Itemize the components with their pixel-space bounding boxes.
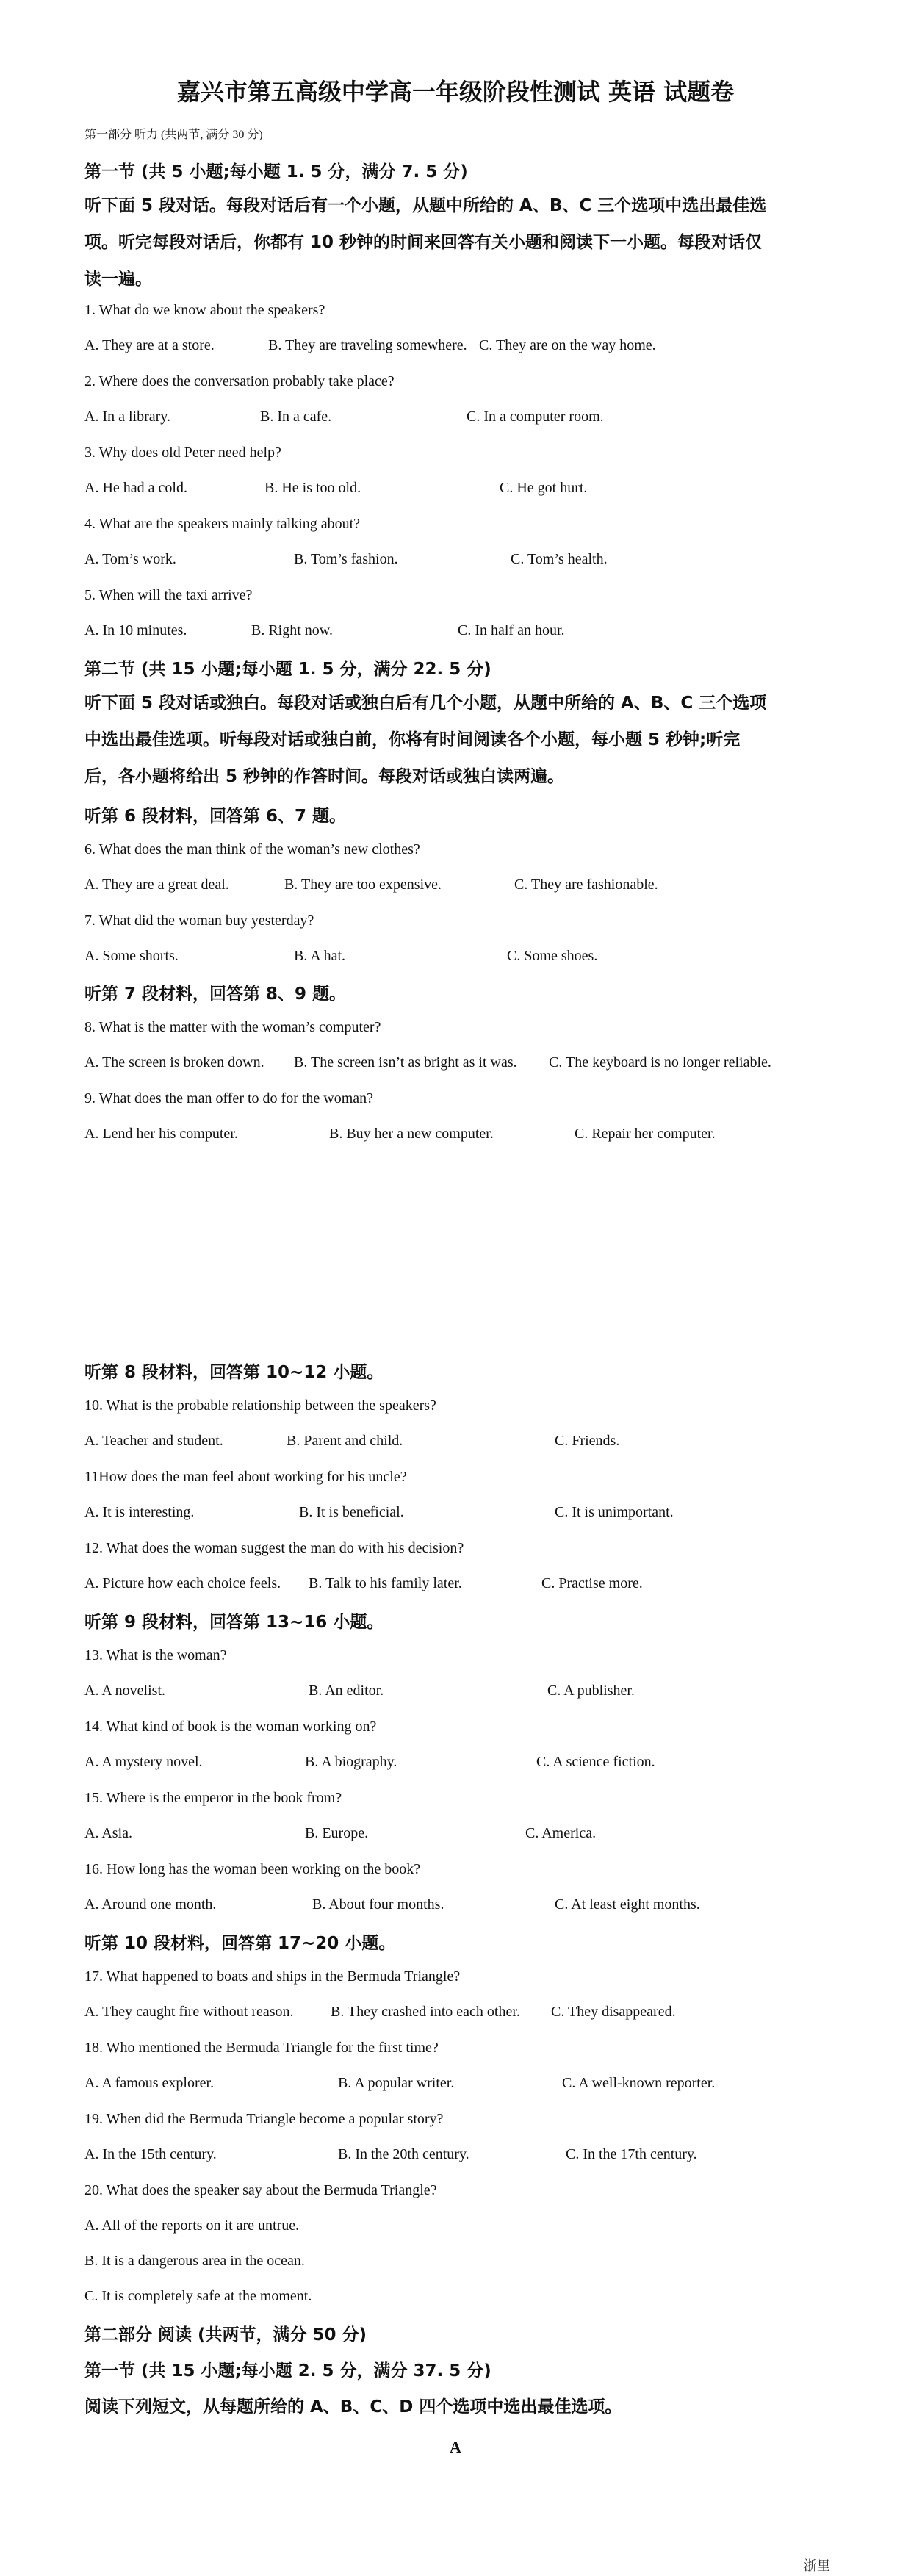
section2-instructions [84,685,827,795]
material-10-label: 听第 10 段材料，回答第 17~20 小题。 [84,1934,396,1953]
option-b[interactable]: B. A popular writer. [338,2075,455,2091]
question-20 [84,2180,827,2306]
option-a[interactable]: A. Teacher and student. [84,1433,223,1449]
options [84,1752,827,1772]
option-a[interactable]: A. The screen is broken down. [84,1054,264,1071]
option-a[interactable]: A. Some shorts. [84,948,179,964]
options [84,1431,827,1451]
options [84,335,827,356]
options [84,1502,827,1522]
option-a[interactable]: A. Lend her his computer. [84,1126,238,1142]
question-5 [84,585,827,641]
option-c[interactable]: C. Friends. [555,1433,620,1449]
option-c[interactable]: C. Tom’s health. [511,551,608,567]
question-text: 15. Where is the emperor in the book from? [84,1790,342,1806]
option-a[interactable]: A. Picture how each choice feels. [84,1575,281,1591]
option-b[interactable]: B. Talk to his family later. [309,1575,462,1591]
question-text: 6. What does the man think of the woman’s new clothes? [84,841,420,857]
question-3 [84,442,827,498]
options [84,2144,827,2165]
option-c[interactable]: C. He got hurt. [500,480,588,496]
options [84,946,827,966]
question-text: 8. What is the matter with the woman’s computer? [84,1019,381,1035]
instruction-line: 中选出最佳选项。听每段对话或独白前，你将有时间阅读各个小题，每小题 5 秒钟;听完 [84,730,741,749]
footer-mark: 浙里 [804,2558,830,2574]
options [84,1894,827,1915]
option-b[interactable]: B. A biography. [305,1754,397,1770]
question-8 [84,1017,827,1073]
options [84,1123,827,1144]
instruction-line: 听下面 5 段对话或独白。每段对话或独白后有几个小题，从题中所给的 A、B、C 三个选项 [84,694,767,713]
part2-instruction: 阅读下列短文，从每题所给的 A、B、C、D 四个选项中选出最佳选项。 [84,2397,622,2417]
material-7-label: 听第 7 段材料，回答第 8、9 题。 [84,985,347,1004]
question-text: 11How does the man feel about working for his uncle? [84,1469,407,1485]
part1-heading: 第一部分 听力 (共两节, 满分 30 分) [84,129,263,141]
question-13 [84,1645,827,1701]
option-c[interactable]: C. A publisher. [547,1683,635,1699]
question-text: 4. What are the speakers mainly talking about? [84,516,361,532]
page-title: 嘉兴市第五高级中学高一年级阶段性测试 英语 试题卷 [176,78,735,106]
option-c[interactable]: C. They disappeared. [551,2004,676,2020]
option-a[interactable]: A. They are at a store. [84,337,215,353]
options [84,2073,827,2093]
question-19 [84,2109,827,2165]
question-17 [84,1966,827,2022]
question-text: 16. How long has the woman been working on the book? [84,1861,421,1877]
option-b[interactable]: B. He is too old. [264,480,361,496]
question-7 [84,910,827,966]
options [84,1052,827,1073]
option-b[interactable]: B. In the 20th century. [338,2146,469,2162]
option-b[interactable]: B. They crashed into each other. [331,2004,520,2020]
question-text: 13. What is the woman? [84,1647,227,1663]
option-b[interactable]: B. Europe. [305,1825,369,1841]
question-text: 2. Where does the conversation probably take place? [84,373,395,389]
instruction-line: 项。听完每段对话后，你都有 10 秒钟的时间来回答有关小题和阅读下一小题。每段对话仅 [84,233,763,252]
options [84,1680,827,1701]
material-6-label: 听第 6 段材料，回答第 6、7 题。 [84,807,347,826]
question-text: 5. When will the taxi arrive? [84,587,253,603]
option-a[interactable]: A. A mystery novel. [84,1754,203,1770]
question-15 [84,1788,827,1843]
question-text: 18. Who mentioned the Bermuda Triangle for the first time? [84,2040,439,2056]
question-14 [84,1716,827,1772]
option-a[interactable]: A. It is interesting. [84,1504,195,1520]
option-c[interactable]: C. Repair her computer. [575,1126,716,1142]
options [84,620,827,641]
option-a[interactable]: A. They caught fire without reason. [84,2004,294,2020]
options [84,2001,827,2022]
option-b[interactable]: B. It is beneficial. [299,1504,404,1520]
question-text: 20. What does the speaker say about the Bermuda Triangle? [84,2182,437,2198]
option-a[interactable]: A. In a library. [84,409,170,425]
passage-a-label: A [450,2438,461,2456]
option-a[interactable]: A. He had a cold. [84,480,187,496]
question-text: 12. What does the woman suggest the man do with his decision? [84,1540,464,1556]
option-b[interactable]: B. Right now. [251,622,333,638]
option-c[interactable]: C. In the 17th century. [566,2146,697,2162]
option-a[interactable]: A. They are a great deal. [84,877,229,893]
question-text: 3. Why does old Peter need help? [84,445,281,461]
question-18 [84,2037,827,2093]
question-text: 10. What is the probable relationship between the speakers? [84,1397,436,1414]
option-b[interactable]: B. The screen isn’t as bright as it was. [294,1054,517,1071]
question-text: 7. What did the woman buy yesterday? [84,913,314,929]
section2-heading: 第二节 (共 15 小题;每小题 1. 5 分，满分 22. 5 分) [84,660,491,679]
option-c[interactable]: C. A well-known reporter. [562,2075,716,2091]
option-c[interactable]: C. They are on the way home. [479,337,656,353]
option-c[interactable]: C. America. [525,1825,597,1841]
question-6 [84,839,827,895]
option-a[interactable]: A. In 10 minutes. [84,622,187,638]
question-text: 19. When did the Bermuda Triangle become a popular story? [84,2111,444,2127]
option-b[interactable]: B. They are traveling somewhere. [268,337,467,353]
question-16 [84,1859,827,1915]
question-1 [84,300,827,356]
option-a[interactable]: A. All of the reports on it are untrue. [84,2217,300,2234]
option-b[interactable]: B. In a cafe. [260,409,332,425]
options [84,406,827,427]
option-c[interactable]: C. The keyboard is no longer reliable. [549,1054,771,1071]
question-9 [84,1088,827,1144]
section1-instructions [84,187,827,298]
option-b[interactable]: B. Parent and child. [287,1433,403,1449]
instruction-line: 听下面 5 段对话。每段对话后有一个小题，从题中所给的 A、B、C 三个选项中选出最佳选 [84,196,767,215]
question-text: 1. What do we know about the speakers? [84,302,325,318]
question-10 [84,1395,827,1451]
option-a[interactable]: A. A novelist. [84,1683,166,1699]
options [84,874,827,895]
material-8-label: 听第 8 段材料，回答第 10~12 小题。 [84,1363,384,1382]
options [84,1823,827,1843]
material-9-label: 听第 9 段材料，回答第 13~16 小题。 [84,1613,384,1632]
question-text: 17. What happened to boats and ships in the Bermuda Triangle? [84,1968,461,1985]
option-c[interactable]: C. It is unimportant. [555,1504,674,1520]
option-b[interactable]: B. They are too expensive. [284,877,442,893]
option-c[interactable]: C. It is completely safe at the moment. [84,2288,312,2304]
section1-heading: 第一节 (共 5 小题;每小题 1. 5 分，满分 7. 5 分) [84,162,468,181]
question-4 [84,514,827,569]
question-2 [84,371,827,427]
option-b[interactable]: B. Buy her a new computer. [329,1126,494,1142]
option-b[interactable]: B. An editor. [309,1683,384,1699]
option-c[interactable]: C. At least eight months. [555,1896,700,1913]
option-b[interactable]: B. About four months. [312,1896,444,1913]
option-b[interactable]: B. It is a dangerous area in the ocean. [84,2253,305,2269]
option-c[interactable]: C. They are fashionable. [514,877,658,893]
instruction-line: 后，各小题将给出 5 秒钟的作答时间。每段对话或独白读两遍。 [84,767,565,786]
option-a[interactable]: A. A famous explorer. [84,2075,215,2091]
option-b[interactable]: B. A hat. [294,948,346,964]
part2-heading: 第二部分 阅读 (共两节，满分 50 分) [84,2325,367,2345]
option-a[interactable]: A. Around one month. [84,1896,217,1913]
option-c[interactable]: C. A science fiction. [536,1754,655,1770]
question-text: 9. What does the man offer to do for the woman? [84,1090,374,1107]
option-c[interactable]: C. In half an hour. [458,622,565,638]
option-a[interactable]: A. In the 15th century. [84,2146,217,2162]
question-12 [84,1538,827,1594]
question-text: 14. What kind of book is the woman working on? [84,1719,377,1735]
question-11 [84,1467,827,1522]
option-c[interactable]: C. In a computer room. [467,409,604,425]
part2-section1-heading: 第一节 (共 15 小题;每小题 2. 5 分，满分 37. 5 分) [84,2361,491,2381]
option-c[interactable]: C. Some shoes. [507,948,598,964]
instruction-line: 读一遍。 [84,270,152,289]
option-a[interactable]: A. Asia. [84,1825,132,1841]
options [84,1573,827,1594]
options [84,478,827,498]
options [84,549,827,569]
option-c[interactable]: C. Practise more. [541,1575,643,1591]
option-b[interactable]: B. Tom’s fashion. [294,551,398,567]
option-a[interactable]: A. Tom’s work. [84,551,176,567]
